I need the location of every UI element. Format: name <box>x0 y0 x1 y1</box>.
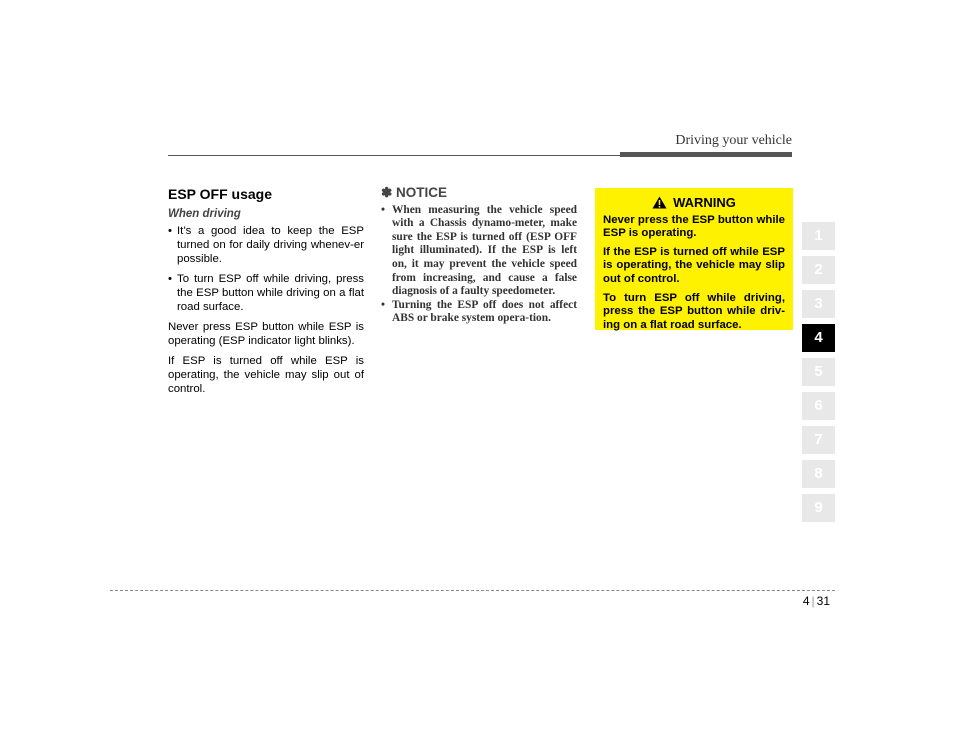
bullet-list <box>168 224 364 314</box>
chapter-tab-9[interactable]: 9 <box>802 494 835 522</box>
page-number: 4 | 31 <box>802 594 830 608</box>
chapter-tab-6[interactable]: 6 <box>802 392 835 420</box>
page-number-value: 31 <box>816 594 830 608</box>
notice-list <box>381 204 577 326</box>
warning-title-text: WARNING <box>673 195 736 210</box>
chapter-tab-1[interactable]: 1 <box>802 222 835 250</box>
list-item: • When measuring the vehicle speed with a Chassis dynamo-meter, make sure the ESP is turned off (ESP OFF light illuminated). If the ESP is left on, it may prevent the vehicle speed from increasing, and cause a false diagnosis of a faulty speedometer. <box>381 204 577 299</box>
warning-title <box>603 196 785 210</box>
chapter-tab-8[interactable]: 8 <box>802 460 835 488</box>
esp-off-usage-section <box>168 186 364 402</box>
paragraph: If ESP is turned off while ESP is operating, the vehicle may slip out of control. <box>168 355 364 395</box>
footer-rule <box>110 590 835 591</box>
list-item: • To turn ESP off while driving, press the ESP button while driving on a flat road surface. <box>168 272 364 314</box>
chapter-tab-2[interactable]: 2 <box>802 256 835 284</box>
notice-heading: ✽ NOTICE <box>381 185 448 200</box>
chapter-tab-3[interactable]: 3 <box>802 290 835 318</box>
notice-section <box>381 186 577 326</box>
chapter-tab-7[interactable]: 7 <box>802 426 835 454</box>
running-header: Driving your vehicle <box>675 133 792 148</box>
chapter-tab-4[interactable]: 4 <box>802 324 835 352</box>
header-bar <box>620 152 792 157</box>
list-item: • It’s a good idea to keep the ESP turned on for daily driving whenev-er possible. <box>168 224 364 266</box>
warning-paragraph: If the ESP is turned off while ESP is operating, the vehicle may slip out of control. <box>603 245 785 285</box>
chapter-tab-5[interactable]: 5 <box>802 358 835 386</box>
warning-box <box>595 188 793 330</box>
warning-triangle-icon <box>652 196 667 209</box>
section-subheading: When driving <box>168 208 241 220</box>
warning-paragraph: Never press the ESP button while ESP is operating. <box>603 213 785 240</box>
list-item: • Turning the ESP off does not affect ABS or brake system opera-tion. <box>381 299 577 326</box>
section-heading: ESP OFF usage <box>168 186 272 202</box>
chapter-number: 4 <box>802 594 810 608</box>
header-rule <box>168 155 620 156</box>
warning-paragraph: To turn ESP off while driving, press the ESP button while driv-ing on a flat road surface. <box>603 291 785 331</box>
paragraph: Never press ESP button while ESP is operating (ESP indicator light blinks). <box>168 321 364 347</box>
